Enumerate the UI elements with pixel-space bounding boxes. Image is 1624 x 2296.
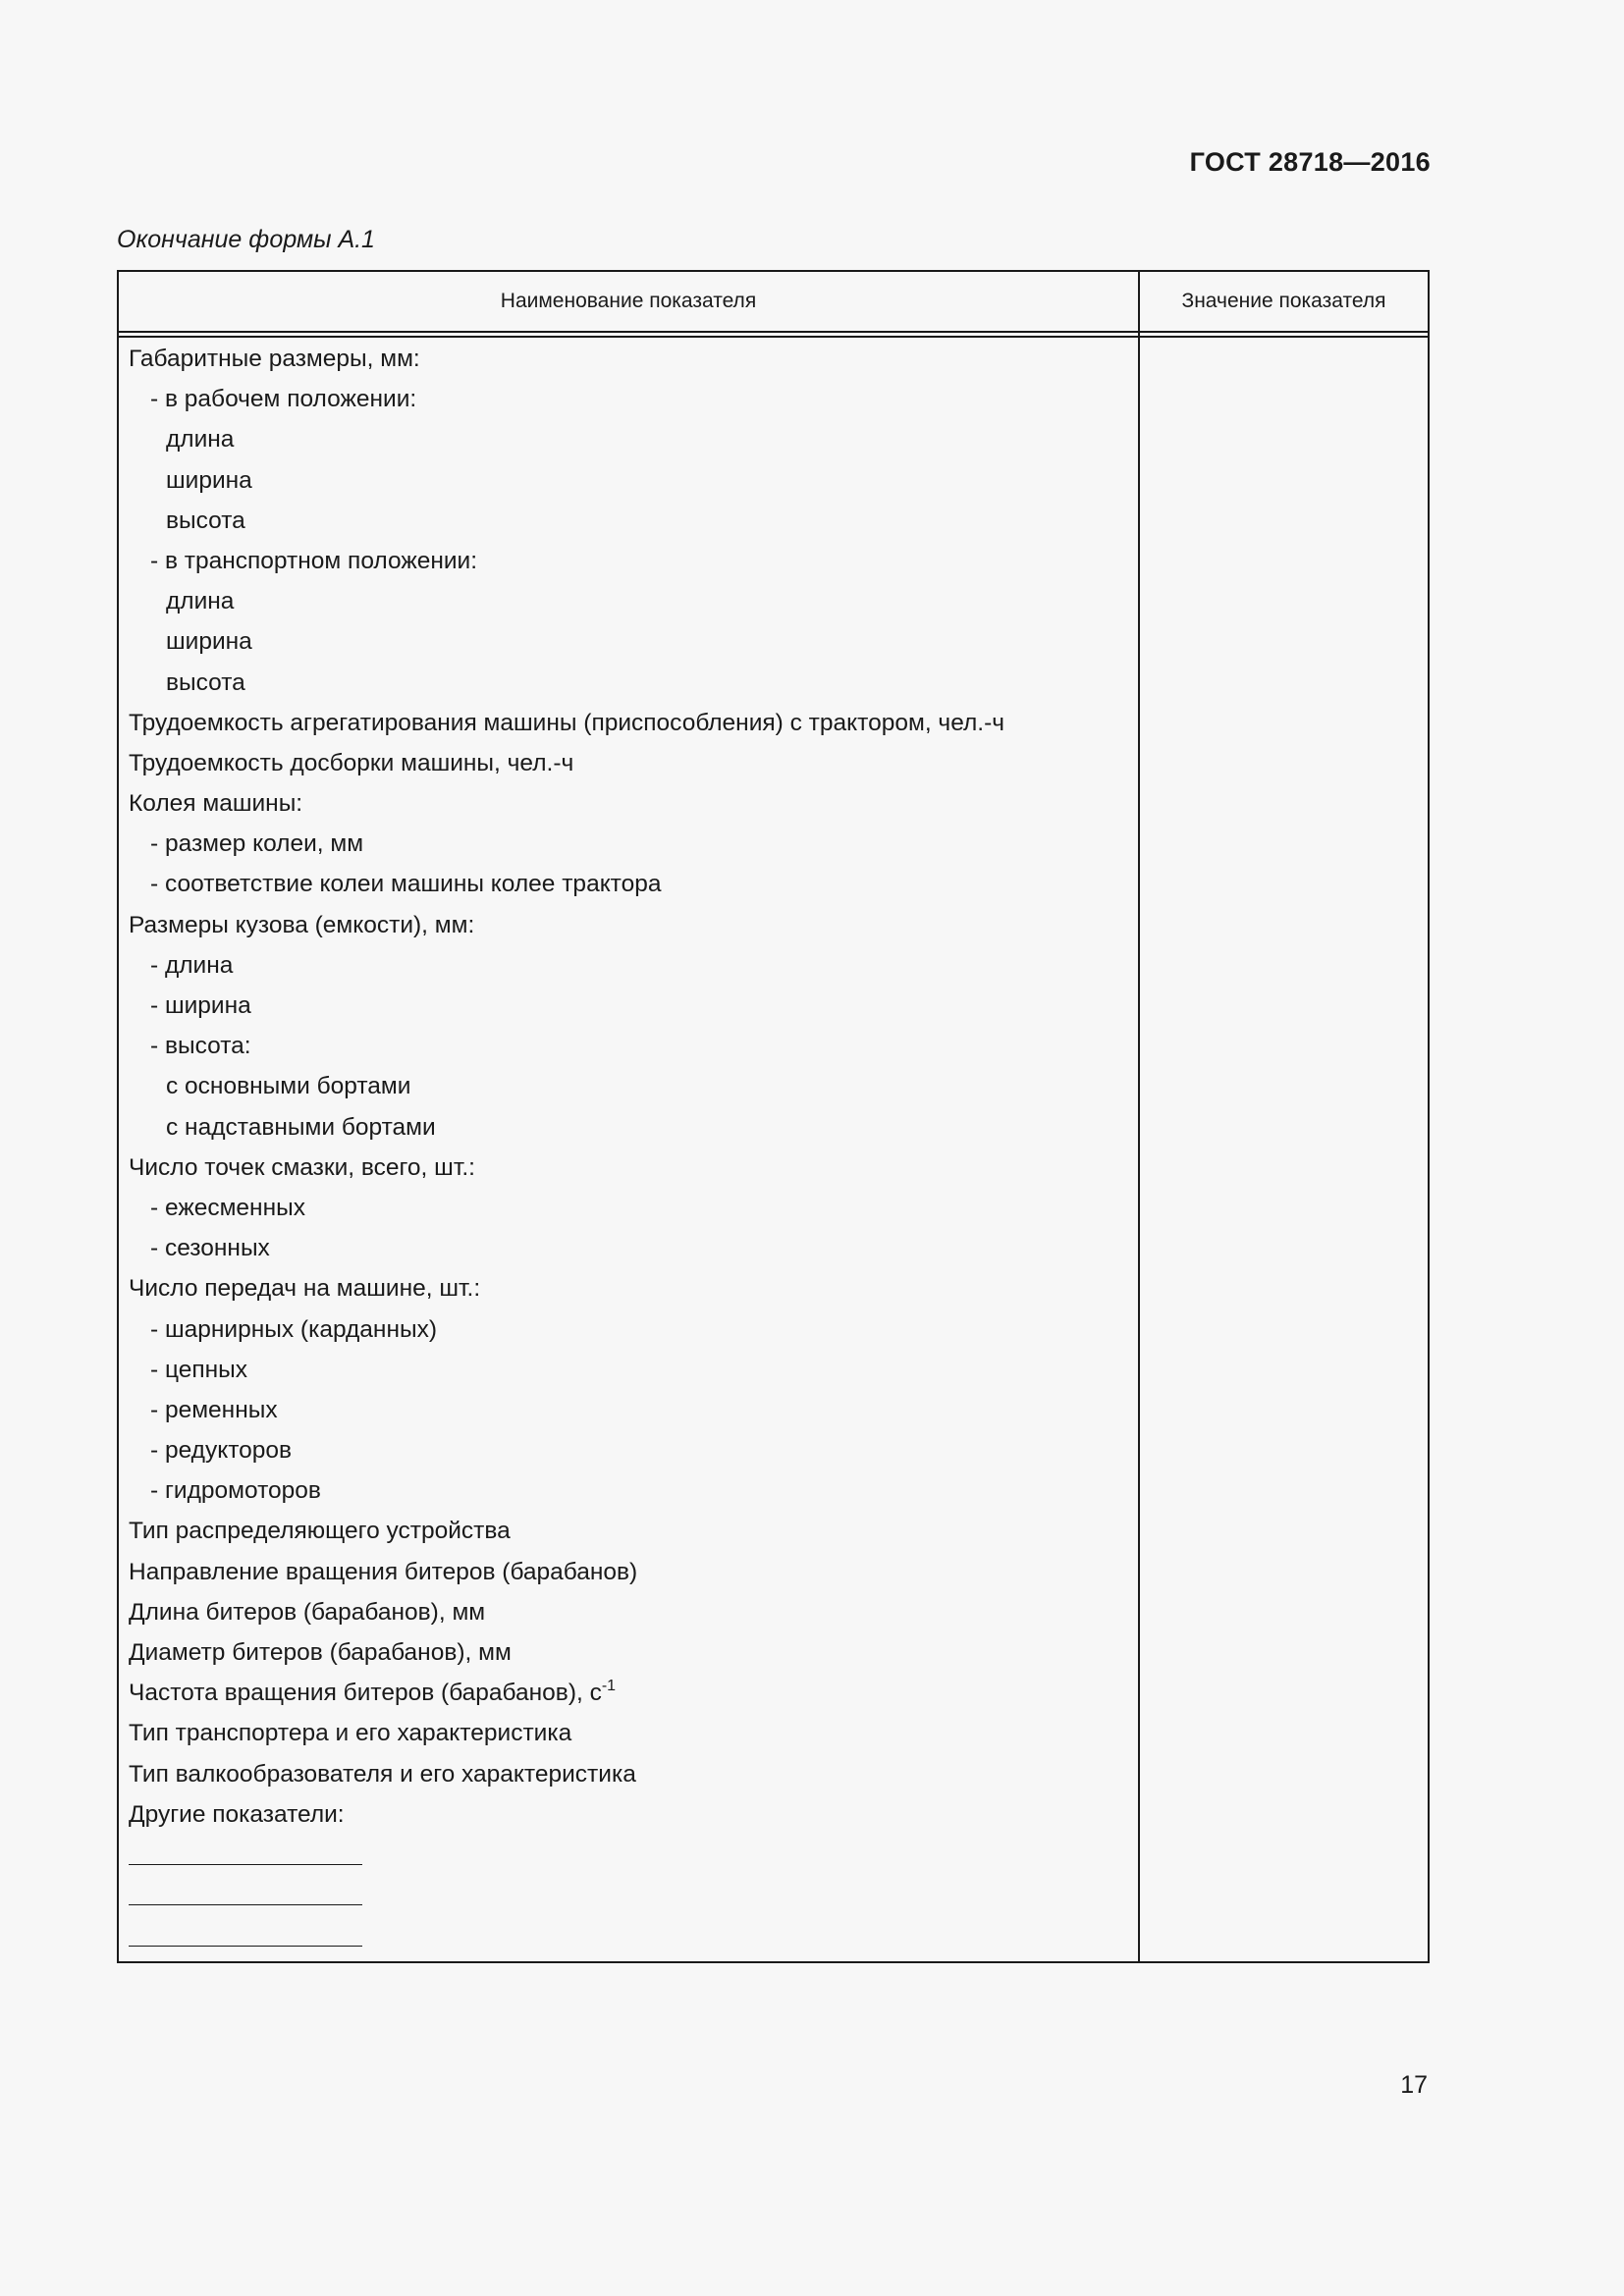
table-row	[129, 824, 1130, 864]
blank-fill-line	[129, 1835, 1130, 1875]
row-label: Диаметр битеров (барабанов), мм	[129, 1639, 512, 1666]
row-label: ширина	[166, 466, 252, 494]
table-row	[129, 1754, 1130, 1794]
table-row	[129, 1794, 1130, 1835]
row-label: Число точек смазки, всего, шт.:	[129, 1153, 475, 1181]
table-row	[129, 1390, 1130, 1430]
underline-rule	[129, 1864, 362, 1865]
row-label: - сезонных	[150, 1235, 270, 1262]
row-label: Частота вращения битеров (барабанов), с	[129, 1680, 602, 1707]
table-row	[129, 419, 1130, 459]
row-label: длина	[166, 426, 235, 454]
row-label: с основными бортами	[166, 1073, 411, 1100]
table-row	[129, 1713, 1130, 1753]
page-number: 17	[1400, 2071, 1428, 2099]
table-row	[129, 1511, 1130, 1551]
column-header-value: Значение показателя	[1181, 290, 1386, 312]
table-row	[129, 1350, 1130, 1390]
table-body	[129, 339, 1130, 1956]
row-label: длина	[166, 588, 235, 615]
column-separator	[1138, 272, 1140, 1961]
table-row	[129, 1188, 1130, 1228]
indicators-table	[117, 270, 1430, 1963]
row-label: ширина	[166, 628, 252, 656]
row-label: высота	[166, 668, 245, 696]
row-label: - ежесменных	[150, 1194, 305, 1221]
table-row	[129, 703, 1130, 743]
column-header-name: Наименование показателя	[500, 290, 757, 312]
row-label: Колея машины:	[129, 790, 303, 818]
table-row	[129, 1309, 1130, 1350]
table-row	[129, 1268, 1130, 1308]
superscript: -1	[601, 1678, 617, 1695]
row-label: Длина битеров (барабанов), мм	[129, 1598, 486, 1626]
row-label: - редукторов	[150, 1437, 293, 1465]
row-label: Тип транспортера и его характеристика	[129, 1720, 572, 1747]
row-label: Тип распределяющего устройства	[129, 1518, 511, 1545]
table-row	[129, 986, 1130, 1026]
table-header	[119, 272, 1428, 333]
row-label: высота	[166, 507, 245, 534]
table-row	[129, 541, 1130, 581]
row-label: - ширина	[150, 992, 251, 1019]
row-label: с надставными бортами	[166, 1113, 436, 1141]
row-label: Трудоемкость досборки машины, чел.-ч	[129, 749, 574, 776]
table-row	[129, 1592, 1130, 1632]
document-code: ГОСТ 28718—2016	[1189, 147, 1431, 177]
table-row	[129, 1066, 1130, 1106]
table-row	[129, 783, 1130, 824]
table-row	[129, 1470, 1130, 1511]
table-row	[129, 1107, 1130, 1148]
table-row	[129, 663, 1130, 703]
table-row	[129, 1632, 1130, 1673]
row-label: Число передач на машине, шт.:	[129, 1275, 481, 1303]
row-label: - в транспортном положении:	[150, 547, 478, 574]
row-label: - высота:	[150, 1033, 251, 1060]
table-row	[129, 501, 1130, 541]
underline-rule	[129, 1904, 362, 1905]
row-label: Габаритные размеры, мм:	[129, 346, 420, 372]
table-row	[129, 1552, 1130, 1592]
row-label: - соответствие колеи машины колее трактора	[150, 871, 662, 898]
row-label: - гидромоторов	[150, 1477, 321, 1505]
table-row	[129, 621, 1130, 662]
header-double-rule	[119, 336, 1428, 338]
underline-rule	[129, 1946, 362, 1947]
table-row	[129, 945, 1130, 986]
row-label: Тип валкообразователя и его характеристика	[129, 1760, 636, 1788]
table-row	[129, 1026, 1130, 1066]
table-row	[129, 339, 1130, 379]
table-row	[129, 864, 1130, 904]
row-label: - шарнирных (карданных)	[150, 1315, 438, 1343]
row-label: - длина	[150, 951, 234, 979]
row-label: Размеры кузова (емкости), мм:	[129, 911, 475, 938]
row-label: - размер колеи, мм	[150, 830, 364, 858]
table-row	[129, 581, 1130, 621]
table-row	[129, 460, 1130, 501]
table-row	[129, 1228, 1130, 1268]
row-label: - в рабочем положении:	[150, 386, 417, 413]
table-row	[129, 743, 1130, 783]
row-label: Направление вращения битеров (барабанов)	[129, 1558, 638, 1585]
table-row	[129, 1673, 1130, 1713]
blank-fill-line	[129, 1875, 1130, 1915]
blank-fill-line	[129, 1915, 1130, 1955]
row-label: Трудоемкость агрегатирования машины (приспособления) с трактором, чел.-ч	[129, 709, 1005, 736]
row-label: Другие показатели:	[129, 1800, 345, 1828]
form-caption: Окончание формы А.1	[117, 226, 375, 253]
row-label: - ременных	[150, 1396, 278, 1423]
table-row	[129, 1148, 1130, 1188]
table-row	[129, 379, 1130, 419]
table-row	[129, 905, 1130, 945]
row-label: - цепных	[150, 1356, 248, 1383]
table-row	[129, 1430, 1130, 1470]
